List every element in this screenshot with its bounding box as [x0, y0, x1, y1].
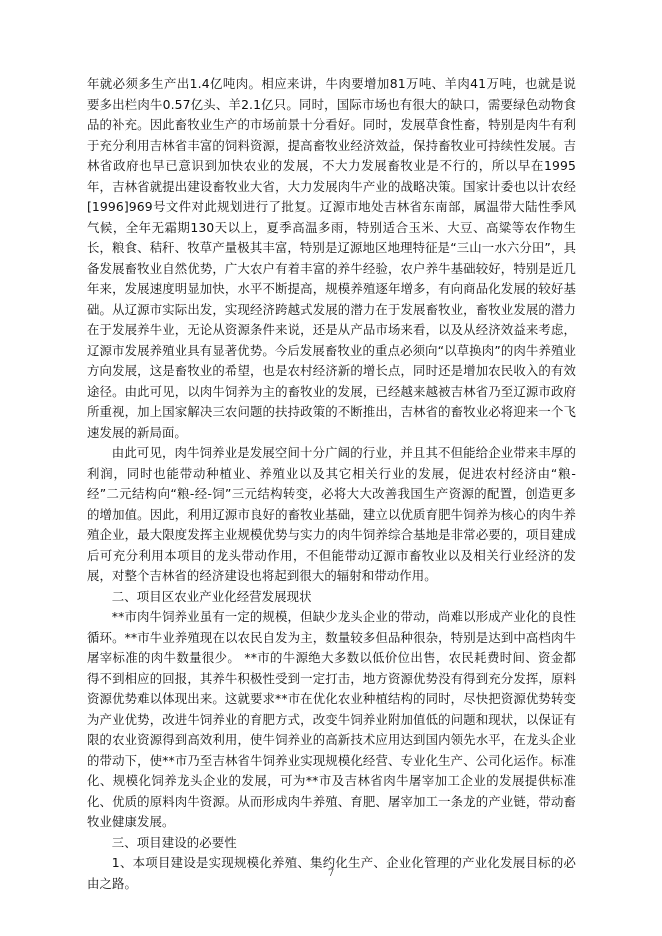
paragraph-necessity-item-1: 1、本项目建设是实现规模化养殖、集约化生产、企业化管理的产业化发展目标的必由之路。 — [87, 855, 576, 891]
body-text — [87, 74, 576, 894]
section-heading-necessity: 三、项目建设的必要性 — [111, 834, 237, 850]
paragraph-industry-status: **市肉牛饲养业虽有一定的规模，但缺少龙头企业的带动，尚难以形成产业化的良性循环。**市牛业养殖现在以农民自发为主，数量较多但品种很杂，特别是达到中高档肉牛屠宰标准的肉牛数量很少。 **市的牛源绝大多数以低价位出售，农民耗费时间、资金都得不到相应的回报，其养牛积极性受到一定打击，地方资源优势没有得到充分发挥，原料资源优势难以体现出来。这就要求**市在优化农业种植结构的同时，尽快把资源优势转变为产业优势，改进牛饲养业的育肥方式，改变牛饲养业附加值低的问题和现状，以保证有限的农业资源得到高效利用，使牛饲养业的高新技术应用达到国内领先水平，在龙头企业的带动下，使**市乃至吉林省牛饲养业实现规模化经营、专业化生产、公司化运作。标准化、规模化饲养龙头企业的发展，可为**市及吉林省肉牛屠宰加工企业的发展提供标准化、优质的原料肉牛资源。从而形成肉牛养殖、育肥、屠宰加工一条龙的产业链，带动畜牧业健康发展。 — [87, 609, 576, 829]
paragraph-market-outlook: 年就必须多生产出1.4亿吨肉。相应来讲，牛肉要增加81万吨、羊肉41万吨，也就是说要多出栏肉牛0.57亿头、羊2.1亿只。同时，国际市场也有很大的缺口，需要绿色动物食品的补充。因此畜牧业生产的市场前景十分看好。同时，发展草食性畜，特别是肉牛有利于充分利用吉林省丰富的饲料资源，提高畜牧业经济效益，保持畜牧业可持续性发展。吉林省政府也早已意识到加快农业的发展，不大力发展畜牧业是不行的，所以早在1995年，吉林省就提出建设畜牧业大省，大力发展肉牛产业的战略决策。国家计委也以计农经[1996]969号文件对此规划进行了批复。辽源市地处吉林省东南部，属温带大陆性季风气候，全年无霜期130天以上，夏季高温多雨，特别适合玉米、大豆、高粱等农作物生长，粮食、秸秆、牧草产量极其丰富，特别是辽源地区地理特征是“三山一水六分田”，具备发展畜牧业自然优势，广大农户有着丰富的养牛经验，农户养牛基础较好，特别是近几年来，发展速度明显加快，水平不断提高，规模养殖逐年增多，有向商品化发展的较好基础。从辽源市实际出发，实现经济跨越式发展的潜力在于发展畜牧业，畜牧业发展的潜力在于发展养牛业，无论从资源条件来说，还是从产品市场来看，以及从经济效益来考虑，辽源市发展养殖业具有显著优势。今后发展畜牧业的重点必须向“以草换肉”的肉牛养殖业方向发展，这是畜牧业的希望，也是农村经济新的增长点，同时还是增加农民收入的有效途径。由此可见，以肉牛饲养为主的畜牧业的发展，已经越来越被吉林省乃至辽源市政府所重视，加上国家解决三农问题的扶持政策的不断推出，吉林省的畜牧业必将迎来一个飞速发展的新局面。 — [87, 76, 576, 440]
paragraph-industry-prospects: 由此可见，肉牛饲养业是发展空间十分广阔的行业，并且其不但能给企业带来丰厚的利润，同时也能带动种植业、养殖业以及其它相关行业的发展，促进农村经济由“粮-经”二元结构向“粮-经-饲”三元结构转变，必将大大改善我国生产资源的配置，创造更多的增加值。因此，利用辽源市良好的畜牧业基础，建立以优质育肥牛饲养为核心的肉牛养殖企业，最大限度发挥主业规模优势与实力的肉牛饲养综合基地是非常必要的，项目建成后可充分利用本项目的龙头带动作用，不但能带动辽源市畜牧业以及相关行业经济的发展，对整个吉林省的经济建设也将起到很大的辐射和带动作用。 — [87, 445, 576, 583]
page-number: 7 — [327, 868, 335, 879]
section-heading-status: 二、项目区农业产业化经营发展现状 — [111, 588, 312, 604]
